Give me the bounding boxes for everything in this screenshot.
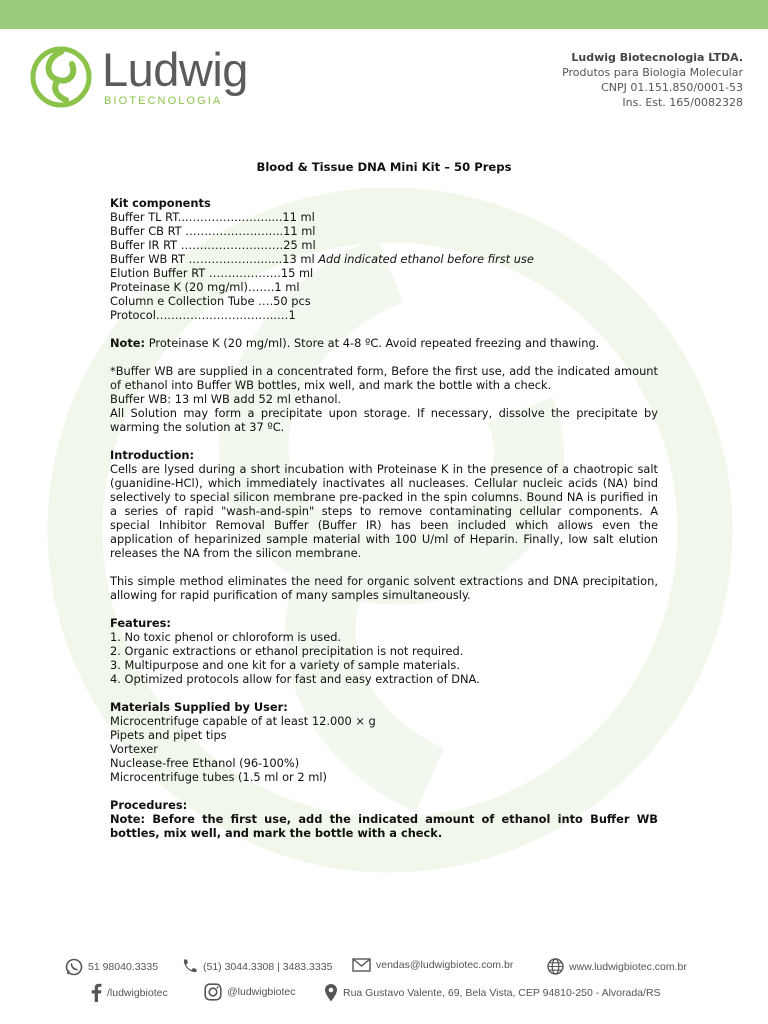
company-info (562, 50, 743, 110)
kit-item: Column e Collection Tube ….50 pcs (110, 294, 311, 308)
material-item: Microcentrifuge tubes (1.5 ml or 2 ml) (110, 770, 327, 784)
footer-instagram (204, 983, 295, 1001)
material-item: Microcentrifuge capable of at least 12.000 × g (110, 714, 376, 728)
phone-numbers[interactable]: (51) 3044.3308 | 3483.3335 (203, 960, 333, 973)
header-color-bar (0, 0, 768, 29)
phone-icon (181, 958, 198, 975)
precipitate-paragraph: All Solution may form a precipitate upon storage. If necessary, dissolve the precipitate by warming the solution at 37 ºC. (110, 406, 658, 434)
company-ins: Ins. Est. 165/0082328 (622, 96, 743, 109)
address-text: Rua Gustavo Valente, 69, Bela Vista, CEP 94810-250 - Alvorada/RS (343, 986, 661, 999)
feature-item: 4. Optimized protocols allow for fast and easy extraction of DNA. (110, 672, 480, 686)
instagram-handle[interactable]: @ludwigbiotec (227, 986, 296, 998)
kit-item: Protocol…………………………..…1 (110, 308, 296, 322)
method-paragraph: This simple method eliminates the need for organic solvent extractions and DNA precipitation, allowing for rapid purification of many samples simultaneously. (110, 574, 658, 602)
features-heading: Features: (110, 616, 171, 630)
globe-icon (547, 958, 564, 975)
document-body (110, 160, 658, 840)
kit-wb-note: Add indicated ethanol before first use (318, 252, 534, 266)
materials-heading: Materials Supplied by User: (110, 700, 288, 714)
feature-item: 1. No toxic phenol or chloroform is used. (110, 630, 342, 644)
brand-tagline: BIOTECNOLOGIA (104, 95, 223, 107)
footer-email (352, 958, 513, 972)
material-item: Nuclease-free Ethanol (96-100%) (110, 756, 300, 770)
email-icon (352, 958, 371, 972)
facebook-handle[interactable]: /ludwigbiotec (107, 986, 168, 999)
kit-heading: Kit components (110, 196, 211, 210)
kit-item: Buffer CB RT ……………….…....11 ml (110, 224, 316, 238)
footer-whatsapp (65, 958, 158, 976)
material-item: Pipets and pipet tips (110, 728, 227, 742)
company-cnpj: CNPJ 01.151.850/0001-53 (601, 81, 743, 94)
facebook-icon (90, 983, 102, 1002)
kit-item: Buffer IR RT ………………………25 ml (110, 238, 316, 252)
note-text: Proteinase K (20 mg/ml). Store at 4-8 ºC. Avoid repeated freezing and thawing. (145, 336, 600, 350)
buffer-wb-ratio: Buffer WB: 13 ml WB add 52 ml ethanol. (110, 392, 342, 406)
footer-facebook (90, 983, 168, 1002)
storage-note (110, 336, 658, 350)
whatsapp-number[interactable]: 51 98040.3335 (88, 961, 159, 973)
kit-item: Proteinase K (20 mg/ml)…….1 ml (110, 280, 300, 294)
footer-address (324, 983, 661, 1002)
kit-item: Buffer WB RT ……………….......13 ml (110, 252, 315, 266)
location-pin-icon (324, 983, 338, 1002)
company-name: Ludwig Biotecnologia LTDA. (571, 51, 743, 64)
feature-item: 2. Organic extractions or ethanol precipitation is not required. (110, 644, 464, 658)
email-address[interactable]: vendas@ludwigbiotec.com.br (376, 959, 514, 971)
whatsapp-icon (65, 958, 83, 976)
company-line2: Produtos para Biologia Molecular (562, 66, 743, 79)
company-logo (28, 43, 248, 114)
footer-phone (181, 958, 332, 975)
footer-website (547, 958, 687, 975)
kit-item: Buffer TL RT...…………..…….....11 ml (110, 210, 315, 224)
introduction-heading: Introduction: (110, 448, 195, 462)
introduction-paragraph: Cells are lysed during a short incubation with Proteinase K in the presence of a chaotropic salt (guanidine-HCl), which immediately inactivates all nucleases. Cellular nucleic acids (NA) bind selectively to special silicon membrane pre-packed in the spin columns. Bound NA is purified in a series of rapid "wash-and-spin" steps to remove contaminating cellular components. A special Inhibitor Removal Buffer (Buffer IR) has been included which allows even the application of heparinized sample material with 100 U/ml of Heparin. Finally, low salt elution releases the NA from the silicon membrane. (110, 462, 658, 560)
buffer-wb-paragraph: *Buffer WB are supplied in a concentrated form, Before the first use, add the indicated amount of ethanol into Buffer WB bottles, mix well, and mark the bottle with a check. (110, 364, 658, 392)
procedures-heading: Procedures: (110, 798, 188, 812)
ludwig-swirl-logo (28, 44, 94, 110)
material-item: Vortexer (110, 742, 158, 756)
instagram-icon (204, 983, 222, 1001)
feature-item: 3. Multipurpose and one kit for a variety of sample materials. (110, 658, 460, 672)
brand-name: Ludwig (102, 43, 248, 96)
document-title: Blood & Tissue DNA Mini Kit – 50 Preps (256, 160, 512, 174)
kit-item-wb (110, 252, 658, 266)
kit-item: Elution Buffer RT ……………….15 ml (110, 266, 314, 280)
note-label: Note: (110, 336, 146, 350)
procedures-note: Note: Before the first use, add the indicated amount of ethanol into Buffer WB bottles, mix well, and mark the bottle with a check. (110, 812, 658, 840)
website-link[interactable]: www.ludwigbiotec.com.br (569, 960, 687, 973)
